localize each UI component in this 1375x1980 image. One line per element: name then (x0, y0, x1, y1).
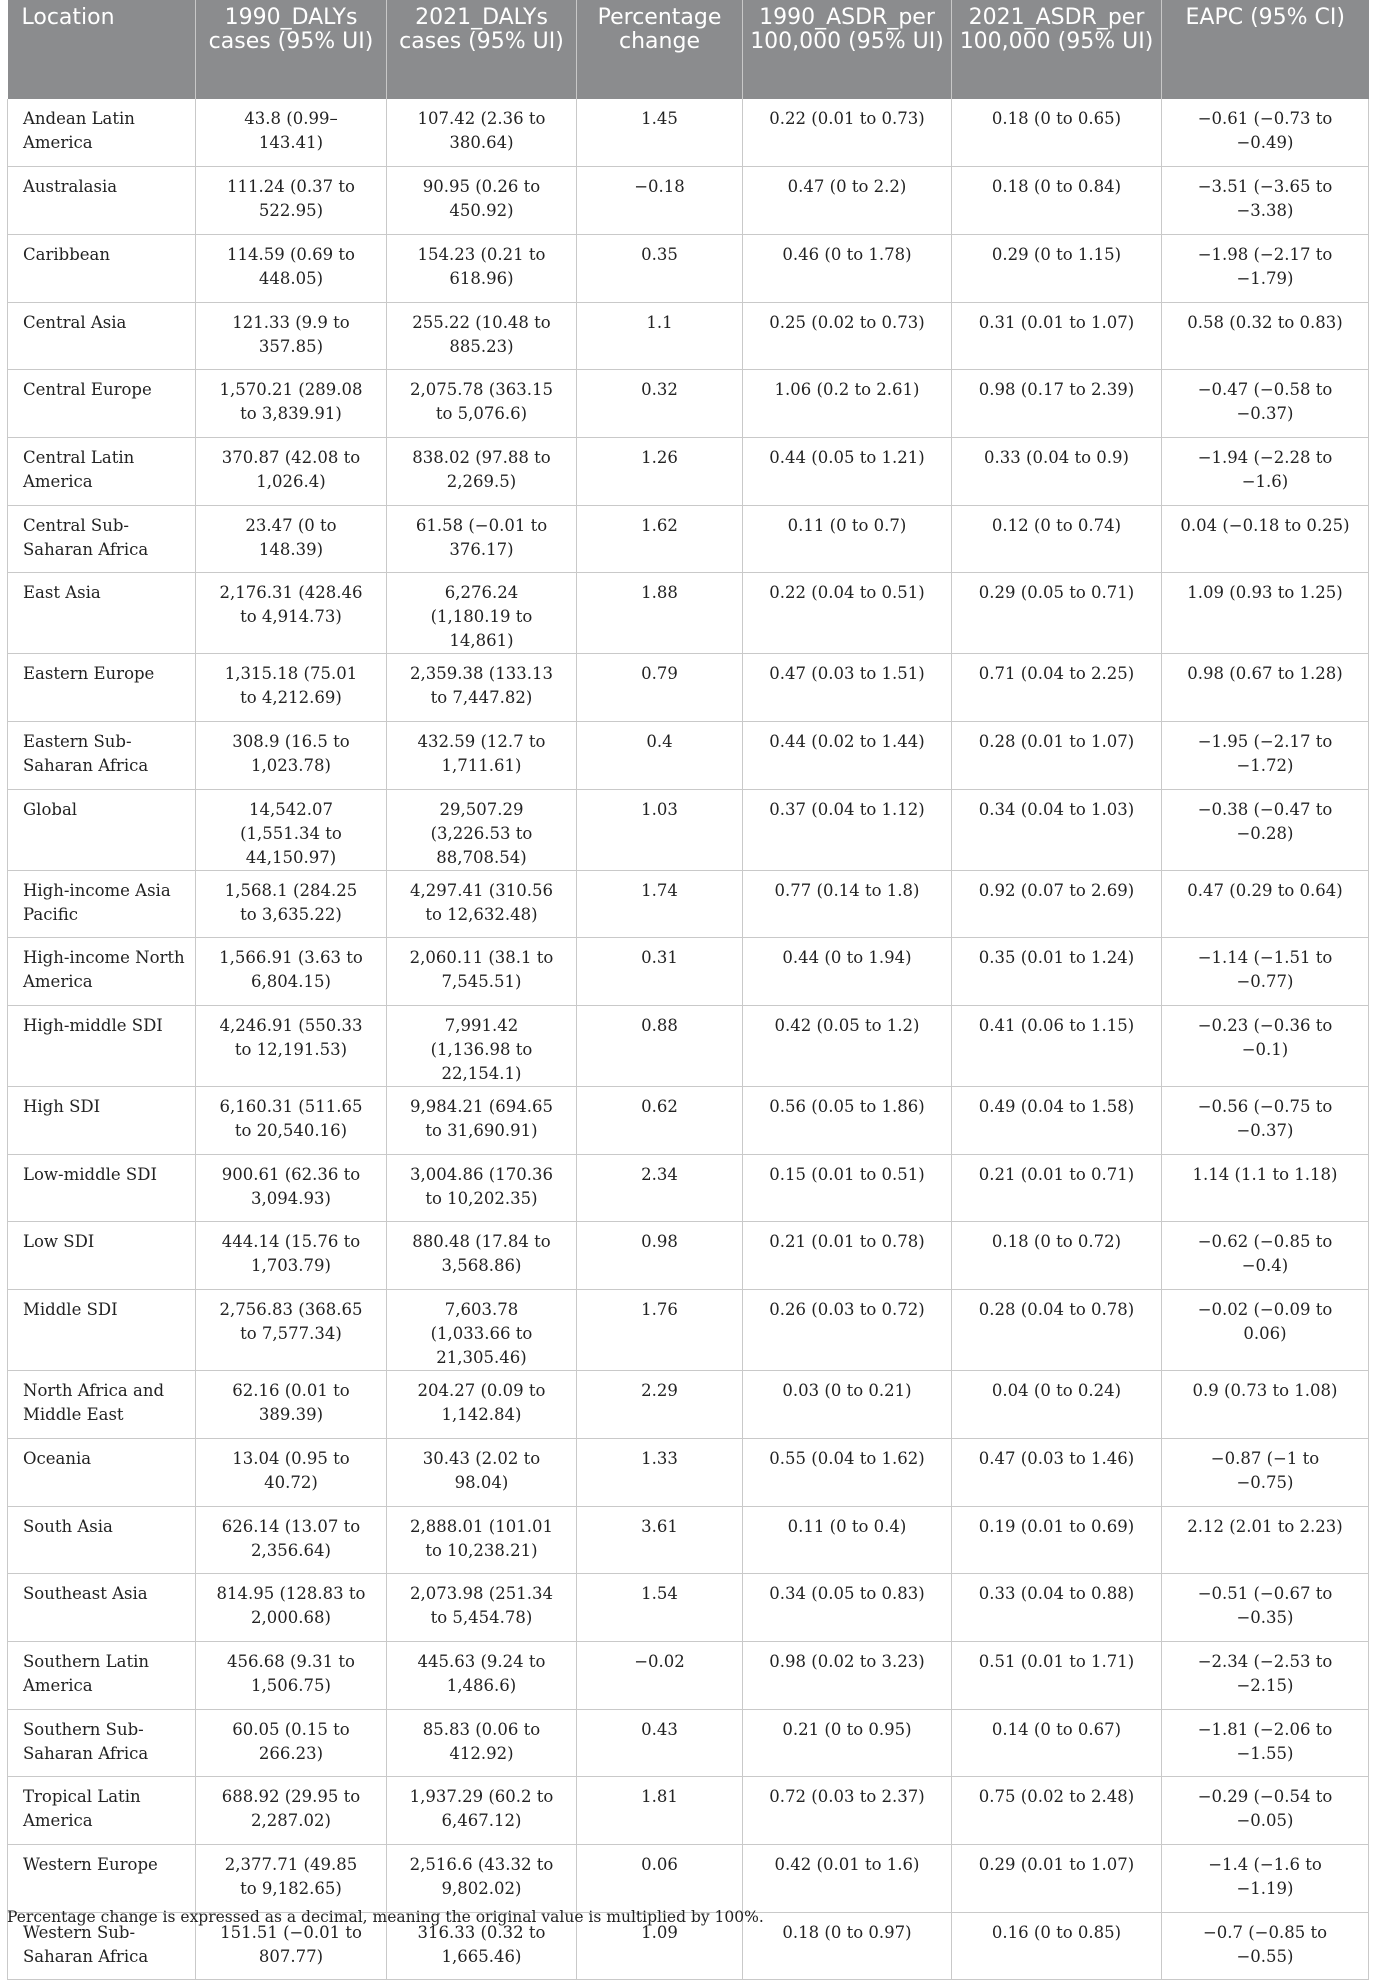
cell-asdr-2021: 0.98 (0.17 to 2.39) (952, 370, 1162, 438)
cell-dalys-1990: 6,160.31 (511.65 to 20,540.16) (196, 1087, 387, 1155)
cell-asdr-2021: 0.71 (0.04 to 2.25) (952, 654, 1162, 722)
cell-asdr-1990: 0.22 (0.04 to 0.51) (743, 573, 952, 654)
cell-location: Oceania (8, 1438, 196, 1506)
cell-dalys-2021: 6,276.24 (1,180.19 to 14,861) (387, 573, 577, 654)
table-row (8, 99, 1369, 167)
cell-asdr-1990: 0.98 (0.02 to 3.23) (743, 1641, 952, 1709)
cell-percentage-change: 0.06 (577, 1844, 743, 1912)
cell-location: Western Europe (8, 1844, 196, 1912)
cell-eapc: −0.29 (−0.54 to −0.05) (1162, 1777, 1369, 1845)
cell-asdr-1990: 0.21 (0.01 to 0.78) (743, 1222, 952, 1290)
table-row (8, 1087, 1369, 1155)
cell-dalys-1990: 23.47 (0 to 148.39) (196, 505, 387, 573)
cell-dalys-2021: 7,991.42 (1,136.98 to 22,154.1) (387, 1006, 577, 1087)
cell-percentage-change: 1.03 (577, 789, 743, 870)
cell-percentage-change: 1.45 (577, 99, 743, 167)
cell-location: High-middle SDI (8, 1006, 196, 1087)
header-dalys-1990: 1990_DALYs cases (95% UI) (196, 0, 387, 99)
cell-asdr-1990: 0.72 (0.03 to 2.37) (743, 1777, 952, 1845)
cell-asdr-2021: 0.51 (0.01 to 1.71) (952, 1641, 1162, 1709)
table-row (8, 167, 1369, 235)
cell-dalys-2021: 9,984.21 (694.65 to 31,690.91) (387, 1087, 577, 1155)
header-asdr-1990: 1990_ASDR_per 100,000 (95% UI) (743, 0, 952, 99)
cell-dalys-1990: 1,315.18 (75.01 to 4,212.69) (196, 654, 387, 722)
table-row (8, 1154, 1369, 1222)
cell-asdr-2021: 0.12 (0 to 0.74) (952, 505, 1162, 573)
cell-asdr-2021: 0.33 (0.04 to 0.88) (952, 1574, 1162, 1642)
cell-dalys-1990: 900.61 (62.36 to 3,094.93) (196, 1154, 387, 1222)
table-header-row (8, 0, 1369, 99)
header-asdr-2021: 2021_ASDR_per 100,000 (95% UI) (952, 0, 1162, 99)
cell-dalys-1990: 814.95 (128.83 to 2,000.68) (196, 1574, 387, 1642)
cell-dalys-2021: 29,507.29 (3,226.53 to 88,708.54) (387, 789, 577, 870)
cell-asdr-1990: 0.25 (0.02 to 0.73) (743, 302, 952, 370)
cell-location: Eastern Sub-Saharan Africa (8, 722, 196, 790)
data-table-container (7, 0, 1368, 1980)
cell-location: High-income Asia Pacific (8, 870, 196, 938)
cell-dalys-2021: 154.23 (0.21 to 618.96) (387, 234, 577, 302)
cell-dalys-2021: 2,073.98 (251.34 to 5,454.78) (387, 1574, 577, 1642)
cell-eapc: −0.87 (−1 to −0.75) (1162, 1438, 1369, 1506)
cell-asdr-1990: 0.44 (0.05 to 1.21) (743, 437, 952, 505)
cell-dalys-2021: 2,075.78 (363.15 to 5,076.6) (387, 370, 577, 438)
cell-asdr-1990: 0.21 (0 to 0.95) (743, 1709, 952, 1777)
table-row (8, 1777, 1369, 1845)
table-row (8, 302, 1369, 370)
cell-asdr-1990: 0.42 (0.05 to 1.2) (743, 1006, 952, 1087)
cell-percentage-change: 1.81 (577, 1777, 743, 1845)
cell-location: Caribbean (8, 234, 196, 302)
cell-dalys-1990: 1,570.21 (289.08 to 3,839.91) (196, 370, 387, 438)
cell-location: Southern Latin America (8, 1641, 196, 1709)
cell-eapc: −1.14 (−1.51 to −0.77) (1162, 938, 1369, 1006)
cell-percentage-change: 1.62 (577, 505, 743, 573)
cell-dalys-1990: 4,246.91 (550.33 to 12,191.53) (196, 1006, 387, 1087)
cell-percentage-change: 2.29 (577, 1371, 743, 1439)
cell-dalys-1990: 60.05 (0.15 to 266.23) (196, 1709, 387, 1777)
table-row (8, 1290, 1369, 1371)
cell-eapc: −0.56 (−0.75 to −0.37) (1162, 1087, 1369, 1155)
cell-location: Western Sub-Saharan Africa (8, 1912, 196, 1980)
cell-asdr-1990: 0.37 (0.04 to 1.12) (743, 789, 952, 870)
table-row (8, 1222, 1369, 1290)
table-row (8, 938, 1369, 1006)
cell-eapc: −0.02 (−0.09 to 0.06) (1162, 1290, 1369, 1371)
cell-dalys-1990: 2,176.31 (428.46 to 4,914.73) (196, 573, 387, 654)
cell-percentage-change: 0.79 (577, 654, 743, 722)
cell-eapc: −0.51 (−0.67 to −0.35) (1162, 1574, 1369, 1642)
cell-eapc: 0.9 (0.73 to 1.08) (1162, 1371, 1369, 1439)
cell-dalys-1990: 688.92 (29.95 to 2,287.02) (196, 1777, 387, 1845)
cell-dalys-1990: 1,568.1 (284.25 to 3,635.22) (196, 870, 387, 938)
cell-asdr-1990: 0.11 (0 to 0.4) (743, 1506, 952, 1574)
cell-location: Global (8, 789, 196, 870)
cell-dalys-2021: 7,603.78 (1,033.66 to 21,305.46) (387, 1290, 577, 1371)
cell-location: Middle SDI (8, 1290, 196, 1371)
cell-asdr-2021: 0.92 (0.07 to 2.69) (952, 870, 1162, 938)
cell-asdr-2021: 0.04 (0 to 0.24) (952, 1371, 1162, 1439)
cell-location: High-income North America (8, 938, 196, 1006)
cell-eapc: 0.58 (0.32 to 0.83) (1162, 302, 1369, 370)
cell-asdr-2021: 0.34 (0.04 to 1.03) (952, 789, 1162, 870)
cell-eapc: −1.94 (−2.28 to −1.6) (1162, 437, 1369, 505)
cell-dalys-1990: 2,377.71 (49.85 to 9,182.65) (196, 1844, 387, 1912)
cell-asdr-2021: 0.29 (0.01 to 1.07) (952, 1844, 1162, 1912)
cell-dalys-2021: 2,060.11 (38.1 to 7,545.51) (387, 938, 577, 1006)
table-row (8, 437, 1369, 505)
cell-asdr-1990: 0.47 (0 to 2.2) (743, 167, 952, 235)
table-row (8, 1641, 1369, 1709)
cell-asdr-2021: 0.41 (0.06 to 1.15) (952, 1006, 1162, 1087)
cell-asdr-1990: 0.15 (0.01 to 0.51) (743, 1154, 952, 1222)
cell-dalys-2021: 880.48 (17.84 to 3,568.86) (387, 1222, 577, 1290)
cell-asdr-1990: 0.03 (0 to 0.21) (743, 1371, 952, 1439)
table-body (8, 99, 1369, 1980)
table-row (8, 573, 1369, 654)
cell-asdr-2021: 0.18 (0 to 0.84) (952, 167, 1162, 235)
cell-dalys-1990: 370.87 (42.08 to 1,026.4) (196, 437, 387, 505)
cell-eapc: 0.04 (−0.18 to 0.25) (1162, 505, 1369, 573)
cell-eapc: −1.81 (−2.06 to −1.55) (1162, 1709, 1369, 1777)
cell-location: Tropical Latin America (8, 1777, 196, 1845)
table-row (8, 654, 1369, 722)
cell-asdr-1990: 0.18 (0 to 0.97) (743, 1912, 952, 1980)
cell-asdr-1990: 0.42 (0.01 to 1.6) (743, 1844, 952, 1912)
cell-location: East Asia (8, 573, 196, 654)
cell-asdr-1990: 0.56 (0.05 to 1.86) (743, 1087, 952, 1155)
cell-percentage-change: 0.88 (577, 1006, 743, 1087)
cell-location: Low-middle SDI (8, 1154, 196, 1222)
cell-eapc: −2.34 (−2.53 to −2.15) (1162, 1641, 1369, 1709)
table-row (8, 1574, 1369, 1642)
cell-asdr-2021: 0.14 (0 to 0.67) (952, 1709, 1162, 1777)
table-row (8, 789, 1369, 870)
cell-dalys-2021: 838.02 (97.88 to 2,269.5) (387, 437, 577, 505)
cell-location: Low SDI (8, 1222, 196, 1290)
cell-asdr-1990: 0.55 (0.04 to 1.62) (743, 1438, 952, 1506)
cell-location: Australasia (8, 167, 196, 235)
cell-dalys-2021: 2,516.6 (43.32 to 9,802.02) (387, 1844, 577, 1912)
cell-dalys-2021: 204.27 (0.09 to 1,142.84) (387, 1371, 577, 1439)
cell-asdr-2021: 0.21 (0.01 to 0.71) (952, 1154, 1162, 1222)
table-footnote: Percentage change is expressed as a decimal, meaning the original value is multiplied by 100%. (7, 1908, 764, 1926)
header-percentage-change: Percentage change (577, 0, 743, 99)
cell-asdr-2021: 0.47 (0.03 to 1.46) (952, 1438, 1162, 1506)
table-row (8, 1006, 1369, 1087)
cell-eapc: −0.23 (−0.36 to −0.1) (1162, 1006, 1369, 1087)
cell-dalys-1990: 121.33 (9.9 to 357.85) (196, 302, 387, 370)
cell-eapc: −0.62 (−0.85 to −0.4) (1162, 1222, 1369, 1290)
cell-dalys-1990: 626.14 (13.07 to 2,356.64) (196, 1506, 387, 1574)
table-row (8, 1709, 1369, 1777)
cell-asdr-1990: 0.47 (0.03 to 1.51) (743, 654, 952, 722)
cell-asdr-1990: 0.22 (0.01 to 0.73) (743, 99, 952, 167)
cell-asdr-2021: 0.16 (0 to 0.85) (952, 1912, 1162, 1980)
table-row (8, 370, 1369, 438)
cell-percentage-change: 1.74 (577, 870, 743, 938)
cell-dalys-1990: 13.04 (0.95 to 40.72) (196, 1438, 387, 1506)
cell-dalys-1990: 1,566.91 (3.63 to 6,804.15) (196, 938, 387, 1006)
header-dalys-2021: 2021_DALYs cases (95% UI) (387, 0, 577, 99)
cell-eapc: −1.95 (−2.17 to −1.72) (1162, 722, 1369, 790)
table-row (8, 722, 1369, 790)
cell-asdr-2021: 0.29 (0 to 1.15) (952, 234, 1162, 302)
header-eapc: EAPC (95% CI) (1162, 0, 1369, 99)
cell-percentage-change: 1.88 (577, 573, 743, 654)
cell-asdr-1990: 0.46 (0 to 1.78) (743, 234, 952, 302)
cell-percentage-change: 1.33 (577, 1438, 743, 1506)
cell-percentage-change: 0.62 (577, 1087, 743, 1155)
cell-eapc: −0.61 (−0.73 to −0.49) (1162, 99, 1369, 167)
cell-percentage-change: −0.18 (577, 167, 743, 235)
table-row (8, 1506, 1369, 1574)
cell-location: High SDI (8, 1087, 196, 1155)
cell-location: Andean Latin America (8, 99, 196, 167)
cell-eapc: −0.47 (−0.58 to −0.37) (1162, 370, 1369, 438)
cell-asdr-2021: 0.28 (0.01 to 1.07) (952, 722, 1162, 790)
table-row (8, 1438, 1369, 1506)
cell-dalys-2021: 85.83 (0.06 to 412.92) (387, 1709, 577, 1777)
cell-dalys-2021: 316.33 (0.32 to 1,665.46) (387, 1912, 577, 1980)
cell-dalys-2021: 255.22 (10.48 to 885.23) (387, 302, 577, 370)
table-row (8, 870, 1369, 938)
cell-eapc: 2.12 (2.01 to 2.23) (1162, 1506, 1369, 1574)
cell-eapc: 0.98 (0.67 to 1.28) (1162, 654, 1369, 722)
cell-dalys-2021: 445.63 (9.24 to 1,486.6) (387, 1641, 577, 1709)
cell-eapc: 1.14 (1.1 to 1.18) (1162, 1154, 1369, 1222)
cell-eapc: 1.09 (0.93 to 1.25) (1162, 573, 1369, 654)
header-location: Location (8, 0, 196, 99)
table-row (8, 505, 1369, 573)
cell-percentage-change: 0.32 (577, 370, 743, 438)
cell-dalys-2021: 432.59 (12.7 to 1,711.61) (387, 722, 577, 790)
cell-percentage-change: 0.43 (577, 1709, 743, 1777)
cell-asdr-2021: 0.19 (0.01 to 0.69) (952, 1506, 1162, 1574)
cell-eapc: −0.7 (−0.85 to −0.55) (1162, 1912, 1369, 1980)
cell-eapc: −3.51 (−3.65 to −3.38) (1162, 167, 1369, 235)
table-row (8, 1844, 1369, 1912)
cell-location: Central Asia (8, 302, 196, 370)
cell-asdr-2021: 0.33 (0.04 to 0.9) (952, 437, 1162, 505)
cell-asdr-2021: 0.49 (0.04 to 1.58) (952, 1087, 1162, 1155)
dalys-table (7, 0, 1369, 1980)
cell-dalys-2021: 90.95 (0.26 to 450.92) (387, 167, 577, 235)
cell-dalys-1990: 14,542.07 (1,551.34 to 44,150.97) (196, 789, 387, 870)
cell-dalys-2021: 30.43 (2.02 to 98.04) (387, 1438, 577, 1506)
cell-eapc: −0.38 (−0.47 to −0.28) (1162, 789, 1369, 870)
cell-asdr-2021: 0.75 (0.02 to 2.48) (952, 1777, 1162, 1845)
cell-dalys-2021: 2,888.01 (101.01 to 10,238.21) (387, 1506, 577, 1574)
cell-location: Southeast Asia (8, 1574, 196, 1642)
cell-location: Eastern Europe (8, 654, 196, 722)
cell-dalys-2021: 1,937.29 (60.2 to 6,467.12) (387, 1777, 577, 1845)
cell-asdr-2021: 0.31 (0.01 to 1.07) (952, 302, 1162, 370)
cell-dalys-2021: 61.58 (−0.01 to 376.17) (387, 505, 577, 573)
cell-asdr-2021: 0.29 (0.05 to 0.71) (952, 573, 1162, 654)
cell-asdr-1990: 1.06 (0.2 to 2.61) (743, 370, 952, 438)
cell-percentage-change: 1.09 (577, 1912, 743, 1980)
cell-percentage-change: 3.61 (577, 1506, 743, 1574)
cell-percentage-change: 2.34 (577, 1154, 743, 1222)
cell-location: Southern Sub-Saharan Africa (8, 1709, 196, 1777)
cell-asdr-2021: 0.35 (0.01 to 1.24) (952, 938, 1162, 1006)
cell-dalys-2021: 2,359.38 (133.13 to 7,447.82) (387, 654, 577, 722)
cell-percentage-change: 1.26 (577, 437, 743, 505)
cell-eapc: 0.47 (0.29 to 0.64) (1162, 870, 1369, 938)
cell-location: South Asia (8, 1506, 196, 1574)
cell-asdr-1990: 0.77 (0.14 to 1.8) (743, 870, 952, 938)
cell-percentage-change: 0.98 (577, 1222, 743, 1290)
cell-dalys-1990: 111.24 (0.37 to 522.95) (196, 167, 387, 235)
cell-percentage-change: 0.31 (577, 938, 743, 1006)
cell-asdr-2021: 0.18 (0 to 0.65) (952, 99, 1162, 167)
cell-dalys-1990: 2,756.83 (368.65 to 7,577.34) (196, 1290, 387, 1371)
cell-percentage-change: 1.54 (577, 1574, 743, 1642)
cell-dalys-1990: 308.9 (16.5 to 1,023.78) (196, 722, 387, 790)
cell-asdr-1990: 0.34 (0.05 to 0.83) (743, 1574, 952, 1642)
cell-asdr-1990: 0.44 (0 to 1.94) (743, 938, 952, 1006)
cell-location: North Africa and Middle East (8, 1371, 196, 1439)
cell-dalys-1990: 444.14 (15.76 to 1,703.79) (196, 1222, 387, 1290)
cell-asdr-2021: 0.18 (0 to 0.72) (952, 1222, 1162, 1290)
cell-dalys-2021: 107.42 (2.36 to 380.64) (387, 99, 577, 167)
table-row (8, 1371, 1369, 1439)
cell-asdr-2021: 0.28 (0.04 to 0.78) (952, 1290, 1162, 1371)
cell-dalys-1990: 43.8 (0.99–143.41) (196, 99, 387, 167)
cell-dalys-1990: 114.59 (0.69 to 448.05) (196, 234, 387, 302)
cell-dalys-1990: 456.68 (9.31 to 1,506.75) (196, 1641, 387, 1709)
cell-asdr-1990: 0.26 (0.03 to 0.72) (743, 1290, 952, 1371)
table-row (8, 234, 1369, 302)
cell-asdr-1990: 0.44 (0.02 to 1.44) (743, 722, 952, 790)
cell-percentage-change: −0.02 (577, 1641, 743, 1709)
cell-percentage-change: 1.1 (577, 302, 743, 370)
cell-dalys-1990: 62.16 (0.01 to 389.39) (196, 1371, 387, 1439)
cell-eapc: −1.4 (−1.6 to −1.19) (1162, 1844, 1369, 1912)
cell-percentage-change: 1.76 (577, 1290, 743, 1371)
cell-eapc: −1.98 (−2.17 to −1.79) (1162, 234, 1369, 302)
cell-dalys-2021: 4,297.41 (310.56 to 12,632.48) (387, 870, 577, 938)
cell-location: Central Europe (8, 370, 196, 438)
cell-location: Central Sub-Saharan Africa (8, 505, 196, 573)
cell-percentage-change: 0.4 (577, 722, 743, 790)
cell-dalys-2021: 3,004.86 (170.36 to 10,202.35) (387, 1154, 577, 1222)
cell-percentage-change: 0.35 (577, 234, 743, 302)
cell-dalys-1990: 151.51 (−0.01 to 807.77) (196, 1912, 387, 1980)
cell-location: Central Latin America (8, 437, 196, 505)
cell-asdr-1990: 0.11 (0 to 0.7) (743, 505, 952, 573)
